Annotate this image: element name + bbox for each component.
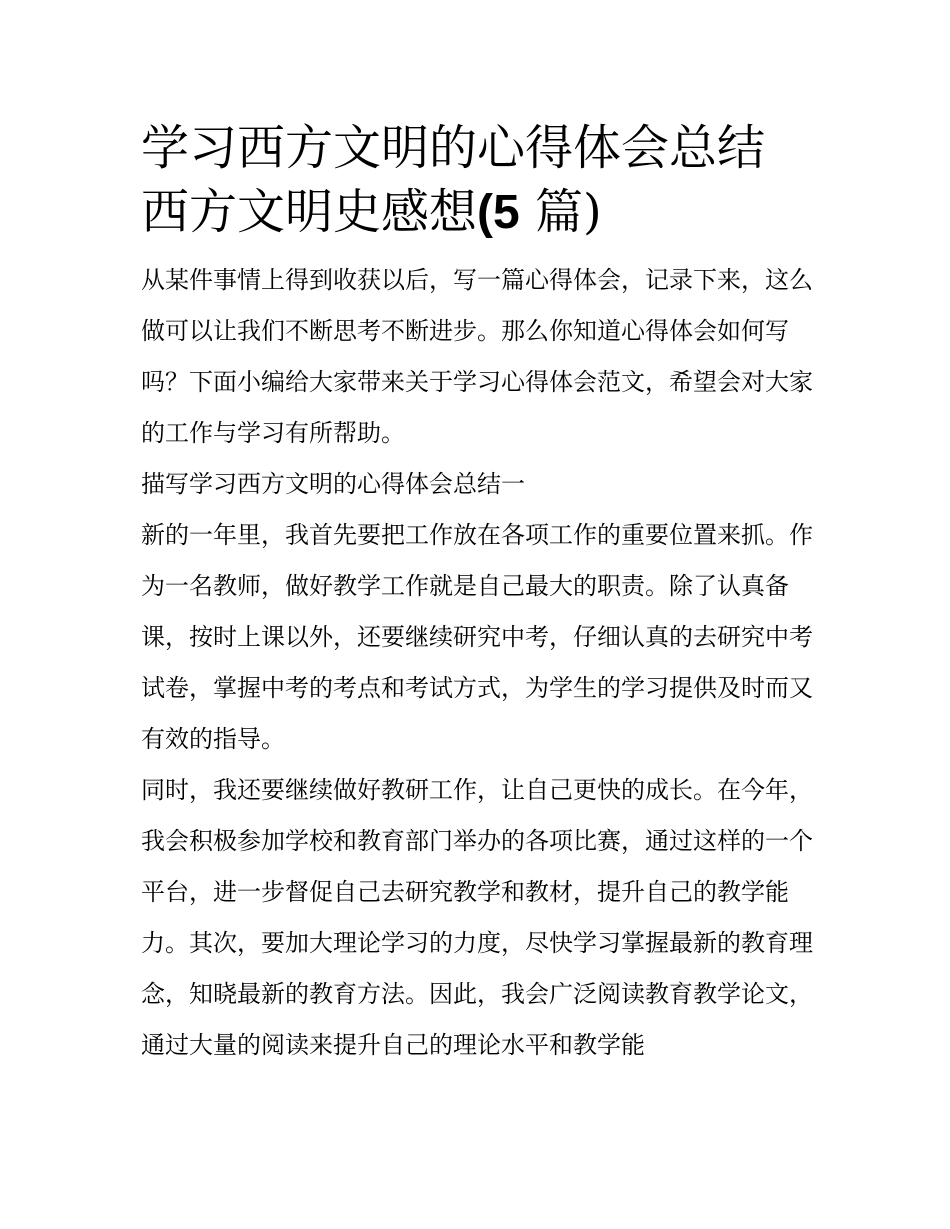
- title-line-2-count: (5: [477, 186, 520, 239]
- body-paragraph-2: 同时，我还要继续做好教研工作，让自己更快的成长。在今年，我会积极参加学校和教育部门举办的各项比赛，通过这样的一个平台，进一步督促自己去研究教学和教材，提升自己的教学能力。其次，要加大理论学习的力度，尽快学习掌握最新的教育理念，知晓最新的教育方法。因此，我会广泛阅读教育教学论文，通过大量的阅读来提升自己的理论水平和教学能: [141, 776, 813, 1059]
- title-line-2: [141, 180, 821, 245]
- title-line-1: 学习西方文明的心得体会总结: [141, 120, 766, 176]
- title-line-2-suffix: 篇): [519, 184, 602, 240]
- document-title: [141, 116, 821, 245]
- document-body: [141, 255, 821, 1071]
- title-line-2-prefix: 西方文明史感想: [141, 184, 478, 240]
- section-heading: 描写学习西方文明的心得体会总结一: [141, 470, 525, 498]
- intro-paragraph: 从某件事情上得到收获以后，写一篇心得体会，记录下来，这么做可以让我们不断思考不断进步。那么你知道心得体会如何写吗？下面小编给大家带来关于学习心得体会范文，希望会对大家的工作与学习有所帮助。: [141, 266, 813, 447]
- document-content: [141, 116, 821, 1071]
- body-paragraph-1: 新的一年里，我首先要把工作放在各项工作的重要位置来抓。作为一名教师，做好教学工作就是自己最大的职责。除了认真备课，按时上课以外，还要继续研究中考，仔细认真的去研究中考试卷，掌握中考的考点和考试方式，为学生的学习提供及时而又有效的指导。: [141, 521, 813, 753]
